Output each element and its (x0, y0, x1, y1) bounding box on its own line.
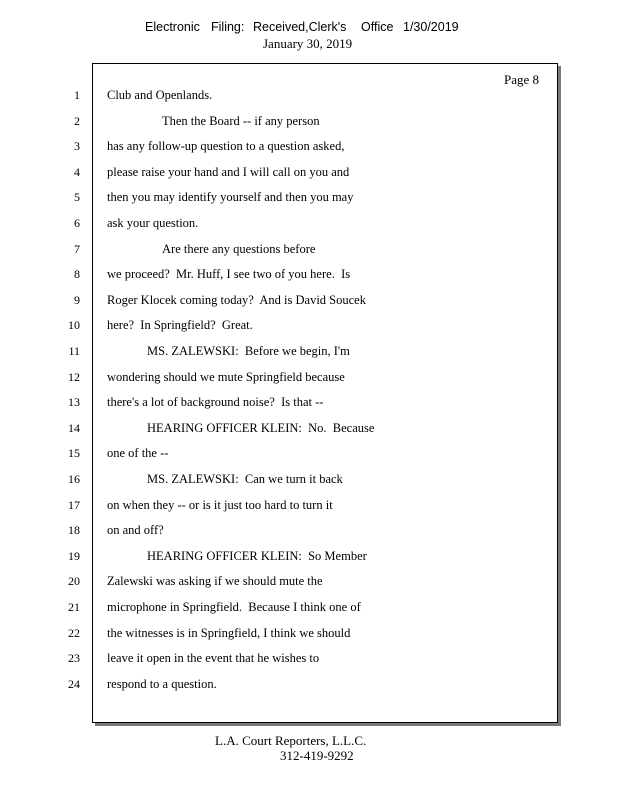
line-number: 5 (74, 190, 80, 205)
transcript-line (0, 267, 618, 293)
line-number: 16 (68, 472, 80, 486)
line-number: 14 (68, 420, 80, 435)
line-number: 23 (68, 651, 80, 666)
line-text: the witnesses is in Springfield, I think we should (107, 625, 351, 640)
transcript-line (0, 523, 618, 549)
line-number: 19 (68, 548, 80, 563)
line-number: 4 (74, 164, 80, 179)
line-text: one of the -- (107, 446, 169, 461)
line-text: then you may identify yourself and then you may (107, 190, 354, 205)
transcript-line (0, 651, 618, 677)
line-number: 22 (68, 625, 80, 640)
transcript-line (0, 574, 618, 600)
transcript-line (0, 139, 618, 165)
line-text: Zalewski was asking if we should mute the (107, 574, 323, 589)
line-number: 8 (74, 267, 80, 282)
transcript-line (0, 242, 618, 268)
line-text: wondering should we mute Springfield because (107, 369, 345, 384)
filing-word: Office (361, 20, 394, 34)
line-text: ask your question. (107, 216, 199, 230)
line-text: HEARING OFFICER KLEIN: No. Because (147, 420, 375, 435)
transcript-line (0, 370, 618, 396)
line-text: Then the Board -- if any person (162, 113, 320, 128)
line-text: there's a lot of background noise? Is that -- (107, 395, 324, 410)
line-number: 10 (68, 318, 80, 333)
transcript-line (0, 421, 618, 447)
line-number: 3 (74, 139, 80, 154)
transcript-line (0, 318, 618, 344)
transcript-line (0, 626, 618, 652)
line-number: 12 (68, 369, 80, 384)
transcript-line (0, 344, 618, 370)
line-number: 11 (68, 344, 80, 358)
line-text: here? In Springfield? Great. (107, 318, 253, 333)
company-phone: 312-419-9292 (280, 748, 354, 763)
line-text: please raise your hand and I will call on you and (107, 164, 350, 179)
transcript-line (0, 600, 618, 626)
transcript-line (0, 165, 618, 191)
transcript-line (0, 216, 618, 242)
transcript-line (0, 472, 618, 498)
line-text: Are there any questions before (162, 241, 316, 256)
line-number: 20 (68, 574, 80, 589)
line-number: 15 (68, 446, 80, 461)
line-text: leave it open in the event that he wishes to (107, 651, 320, 666)
line-number: 2 (74, 113, 80, 128)
line-number: 6 (74, 216, 80, 230)
filing-word: Electronic (145, 20, 200, 34)
filing-word: Received,Clerk's (253, 20, 347, 34)
line-number: 7 (74, 241, 80, 256)
line-number: 9 (74, 292, 80, 307)
line-number: 18 (68, 523, 80, 538)
transcript-line (0, 88, 618, 114)
line-text: on when they -- or is it just too hard to turn it (107, 497, 333, 512)
transcript-line (0, 549, 618, 575)
company-name: L.A. Court Reporters, L.L.C. (215, 733, 367, 748)
line-number: 24 (68, 676, 80, 691)
filing-date: January 30, 2019 (263, 36, 353, 51)
line-number: 13 (68, 395, 80, 410)
transcript-line (0, 293, 618, 319)
line-text: MS. ZALEWSKI: Can we turn it back (147, 472, 343, 486)
line-text: MS. ZALEWSKI: Before we begin, I'm (147, 344, 350, 358)
transcript-line (0, 677, 618, 703)
line-text: has any follow-up question to a question asked, (107, 139, 345, 154)
line-text: microphone in Springfield. Because I think one of (107, 600, 361, 614)
line-text: we proceed? Mr. Huff, I see two of you here. Is (107, 267, 351, 282)
line-text: Club and Openlands. (107, 88, 213, 102)
filing-word: Filing: (211, 20, 245, 34)
line-text: Roger Klocek coming today? And is David Soucek (107, 292, 366, 307)
transcript-line (0, 114, 618, 140)
line-text: respond to a question. (107, 676, 217, 691)
transcript-line (0, 395, 618, 421)
line-number: 1 (74, 88, 80, 102)
line-text: on and off? (107, 523, 164, 538)
page-number: Page 8 (503, 72, 539, 87)
transcript-line (0, 446, 618, 472)
filing-word: 1/30/2019 (403, 20, 459, 34)
line-number: 17 (68, 497, 80, 512)
line-text: HEARING OFFICER KLEIN: So Member (147, 548, 367, 563)
line-number: 21 (68, 600, 80, 614)
transcript-line (0, 498, 618, 524)
filing-header (0, 20, 618, 56)
transcript-line (0, 190, 618, 216)
